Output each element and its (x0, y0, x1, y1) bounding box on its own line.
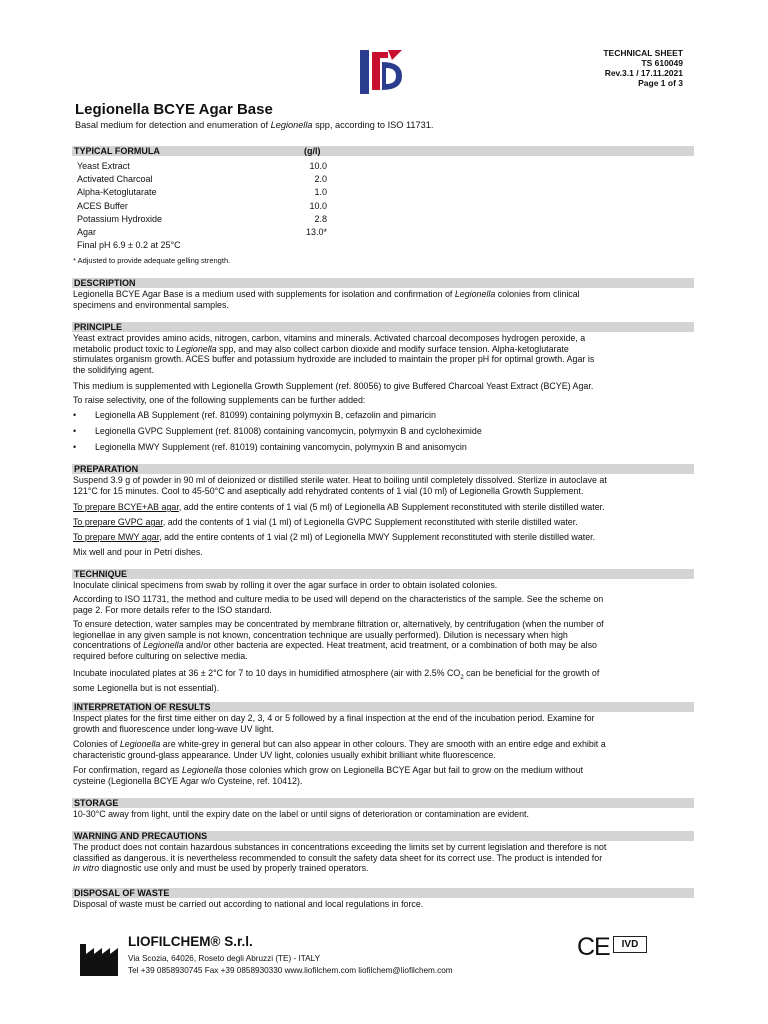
formula-row (77, 226, 337, 239)
text: The product does not contain hazardous substances in concentrations exceeding the limits set by current legislation and therefore is not (73, 842, 607, 852)
ingredient-name: Alpha-Ketoglutarate (77, 187, 157, 197)
formula-row (77, 173, 337, 186)
text: cysteine (Legionella BCYE Agar w/o Cysteine, ref. 10412). (73, 775, 303, 786)
storage-heading: STORAGE (72, 798, 694, 808)
text: legionellae in any given sample is not known, concentration technique are usually performed). Dilution is necessary when high (73, 629, 568, 640)
technique-p2 (73, 594, 695, 615)
formula-row (77, 213, 337, 226)
ingredient-value: 13.0* (305, 227, 327, 237)
text: stimulates organism growth. ACES buffer and potassium hydroxide are included to maintain the proper pH for optimal growth. Agar is (73, 354, 595, 365)
technique-p1: Inoculate clinical specimens from swab by rolling it over the agar surface in order to obtain isolated colonies. (73, 580, 498, 590)
subtitle-text-end: spp, according to ISO 11731. (312, 120, 434, 130)
formula-row (77, 160, 337, 173)
ingredient-name: ACES Buffer (77, 201, 128, 211)
ingredient-name: Agar (77, 227, 97, 237)
text: For confirmation, regard as (73, 765, 183, 775)
company-address: Via Scozia, 64026, Roseto degli Abruzzi (TE) - ITALY (128, 954, 321, 963)
text: can be beneficial for the growth of (463, 668, 600, 678)
manufacturer-icon (78, 938, 120, 978)
page-title: Legionella BCYE Agar Base (75, 101, 273, 118)
disposal-heading: DISPOSAL OF WASTE (72, 888, 694, 898)
list-item-text: Legionella GVPC Supplement (ref. 81008) containing vancomycin, polymyxin B and cycloheximide (95, 426, 482, 436)
italic-text: Legionella (176, 343, 217, 354)
text: classified as dangerous. it is nevertheless recommended to consult the safety data sheet for its correct use. The product is intended for (73, 852, 603, 863)
text: concentrations of (73, 640, 144, 651)
text: Legionella BCYE Agar Base is a medium used with supplements for isolation and confirmation of (73, 289, 455, 299)
ingredient-value: 2.8 (314, 214, 327, 224)
text: spp, and may also collect carbon dioxide and modify surface tension. Alpha-ketoglutarate (216, 343, 569, 354)
formula-heading-text: TYPICAL FORMULA (74, 146, 160, 156)
technical-sheet-block (603, 48, 683, 88)
interpretation-heading: INTERPRETATION OF RESULTS (72, 702, 694, 712)
subtitle-italic: Legionella (270, 120, 313, 130)
text: Colonies of (73, 739, 120, 749)
text: , add the entire contents of 1 vial (2 ml) of Legionella MWY Supplement reconstituted with sterile distilled water. (159, 532, 596, 542)
warning-heading: WARNING AND PRECAUTIONS (72, 831, 694, 841)
underlined-text: To prepare MWY agar (73, 532, 160, 542)
ingredient-value: 1.0 (314, 187, 327, 197)
bullet: • (73, 426, 77, 436)
underlined-text: To prepare GVPC agar (73, 517, 163, 527)
ingredient-value: 10.0 (309, 201, 327, 211)
interpretation-p2 (73, 739, 695, 760)
text: some Legionella but is not essential). (73, 683, 220, 694)
formula-heading (72, 146, 694, 156)
liofilchem-logo (358, 46, 408, 96)
technique-p3 (73, 619, 695, 661)
text: characteristic ground-glass appearance. Under UV light, colonies usually exhibit brilliant white fluorescence. (73, 749, 496, 760)
formula-row (77, 200, 337, 213)
bullet: • (73, 442, 77, 452)
text: According to ISO 11731, the method and culture media to be used will depend on the characteristics of the sample. See the scheme on (73, 594, 604, 604)
italic-text: Legionella (182, 765, 223, 775)
italic-text: Legionella (143, 640, 184, 651)
principle-heading: PRINCIPLE (72, 322, 694, 332)
final-ph: Final pH 6.9 ± 0.2 at 25°C (77, 240, 181, 250)
preparation-bcye-ab (73, 502, 695, 513)
preparation-text (73, 475, 695, 496)
text: specimens and environmental samples. (73, 299, 229, 310)
text: metabolic product toxic to (73, 343, 177, 354)
text: growth and fluorescence under long-wave UV light. (73, 723, 274, 734)
underlined-text: To prepare BCYE+AB agar (73, 502, 179, 512)
text: those colonies which grow on Legionella BCYE Agar but fail to grow on the medium without (222, 765, 584, 775)
text: Yeast extract provides amino acids, nitrogen, carbon, vitamins and minerals. Activated charcoal decomposes hydrogen peroxide, a (73, 333, 586, 343)
sheet-code: TS 610049 (641, 58, 683, 68)
text: colonies from clinical (495, 289, 580, 299)
text: Incubate inoculated plates at 36 ± 2°C for 7 to 10 days in humidified atmosphere (air with 2.5% CO (73, 668, 461, 678)
company-contacts: Tel +39 0858930745 Fax +39 0858930330 www.liofilchem.com liofilchem@liofilchem.com (128, 966, 453, 975)
sheet-label: TECHNICAL SHEET (603, 48, 683, 58)
interpretation-p3 (73, 765, 695, 786)
ingredient-value: 10.0 (309, 161, 327, 171)
italic-text: Legionella (119, 739, 161, 749)
list-item-text: Legionella AB Supplement (ref. 81099) containing polymyxin B, cefazolin and pimaricin (95, 410, 436, 420)
text: 121°C for 15 minutes. Cool to 45-50°C and aseptically add rehydrated contents of 1 vial (10 ml) of Legionella Growth Supplement. (73, 485, 584, 496)
text: Suspend 3.9 g of powder in 90 ml of deionized or distilled sterile water. Heat to boiling until completely dissolved. Sterlize in autoclave at (73, 475, 607, 485)
principle-text (73, 333, 695, 375)
preparation-final: Mix well and pour in Petri dishes. (73, 547, 203, 557)
preparation-gvpc (73, 517, 695, 528)
italic-text: in vitro (73, 863, 100, 874)
ce-mark: CE (577, 933, 610, 961)
formula-unit: (g/l) (304, 146, 321, 156)
preparation-heading: PREPARATION (72, 464, 694, 474)
technique-p4 (73, 668, 695, 694)
interpretation-p1 (73, 713, 695, 734)
list-item-text: Legionella MWY Supplement (ref. 81019) containing vancomycin, polymyxin B and anisomycin (95, 442, 467, 452)
technique-heading: TECHNIQUE (72, 569, 694, 579)
principle-selectivity-text: To raise selectivity, one of the following supplements can be further added: (73, 395, 366, 405)
subtitle-text: Basal medium for detection and enumeration of (75, 120, 271, 130)
company-name: LIOFILCHEM® S.r.l. (128, 934, 253, 949)
text: , add the contents of 1 vial (1 ml) of Legionella GVPC Supplement reconstituted with sterile distilled water. (162, 517, 578, 527)
text: To ensure detection, water samples may be concentrated by membrane filtration or, alternatively, by centrifugation (when the number of (73, 619, 604, 629)
storage-text: 10-30°C away from light, until the expiry date on the label or until signs of deterioration or contamination are evident. (73, 809, 529, 819)
formula-row (77, 186, 337, 199)
page-number: Page 1 of 3 (638, 78, 683, 88)
description-heading: DESCRIPTION (72, 278, 694, 288)
text: are white-grey in general but can also appear in other colours. They are smooth with an entire edge and exhibit a (160, 739, 606, 749)
text: diagnostic use only and must be used by properly trained operators. (99, 863, 369, 874)
text: the solidifying agent. (73, 364, 154, 375)
formula-note: * Adjusted to provide adequate gelling strength. (73, 256, 231, 265)
text: page 2. For more details refer to the ISO standard. (73, 604, 272, 615)
text: Inspect plates for the first time either on day 2, 3, 4 or 5 followed by a final inspection at the end of the incubation period. Examine for (73, 713, 595, 723)
text: required before culturing on selective media. (73, 650, 248, 661)
warning-text (73, 842, 695, 874)
preparation-mwy (73, 532, 695, 543)
revision: Rev.3.1 / 17.11.2021 (604, 68, 683, 78)
ingredient-name: Activated Charcoal (77, 174, 153, 184)
ingredient-name: Potassium Hydroxide (77, 214, 163, 224)
ivd-mark: IVD (613, 936, 647, 953)
ingredient-name: Yeast Extract (77, 161, 130, 171)
subscript: 2 (460, 674, 464, 681)
italic-text: Legionella (454, 289, 496, 299)
ingredient-value: 2.0 (314, 174, 327, 184)
principle-supplement-text: This medium is supplemented with Legionella Growth Supplement (ref. 80056) to give Buffered Charcoal Yeast Extract (BCYE) Agar. (73, 381, 594, 391)
text: , add the entire contents of 1 vial (5 ml) of Legionella AB Supplement reconstituted with sterile distilled water. (178, 502, 605, 512)
disposal-text: Disposal of waste must be carried out according to national and local regulations in force. (73, 899, 424, 909)
page-subtitle (75, 120, 433, 130)
description-text (73, 289, 695, 310)
text: and/or other bacteria are expected. Heat treatment, acid treatment, or a combination of both may be also (183, 640, 597, 651)
bullet: • (73, 410, 77, 420)
